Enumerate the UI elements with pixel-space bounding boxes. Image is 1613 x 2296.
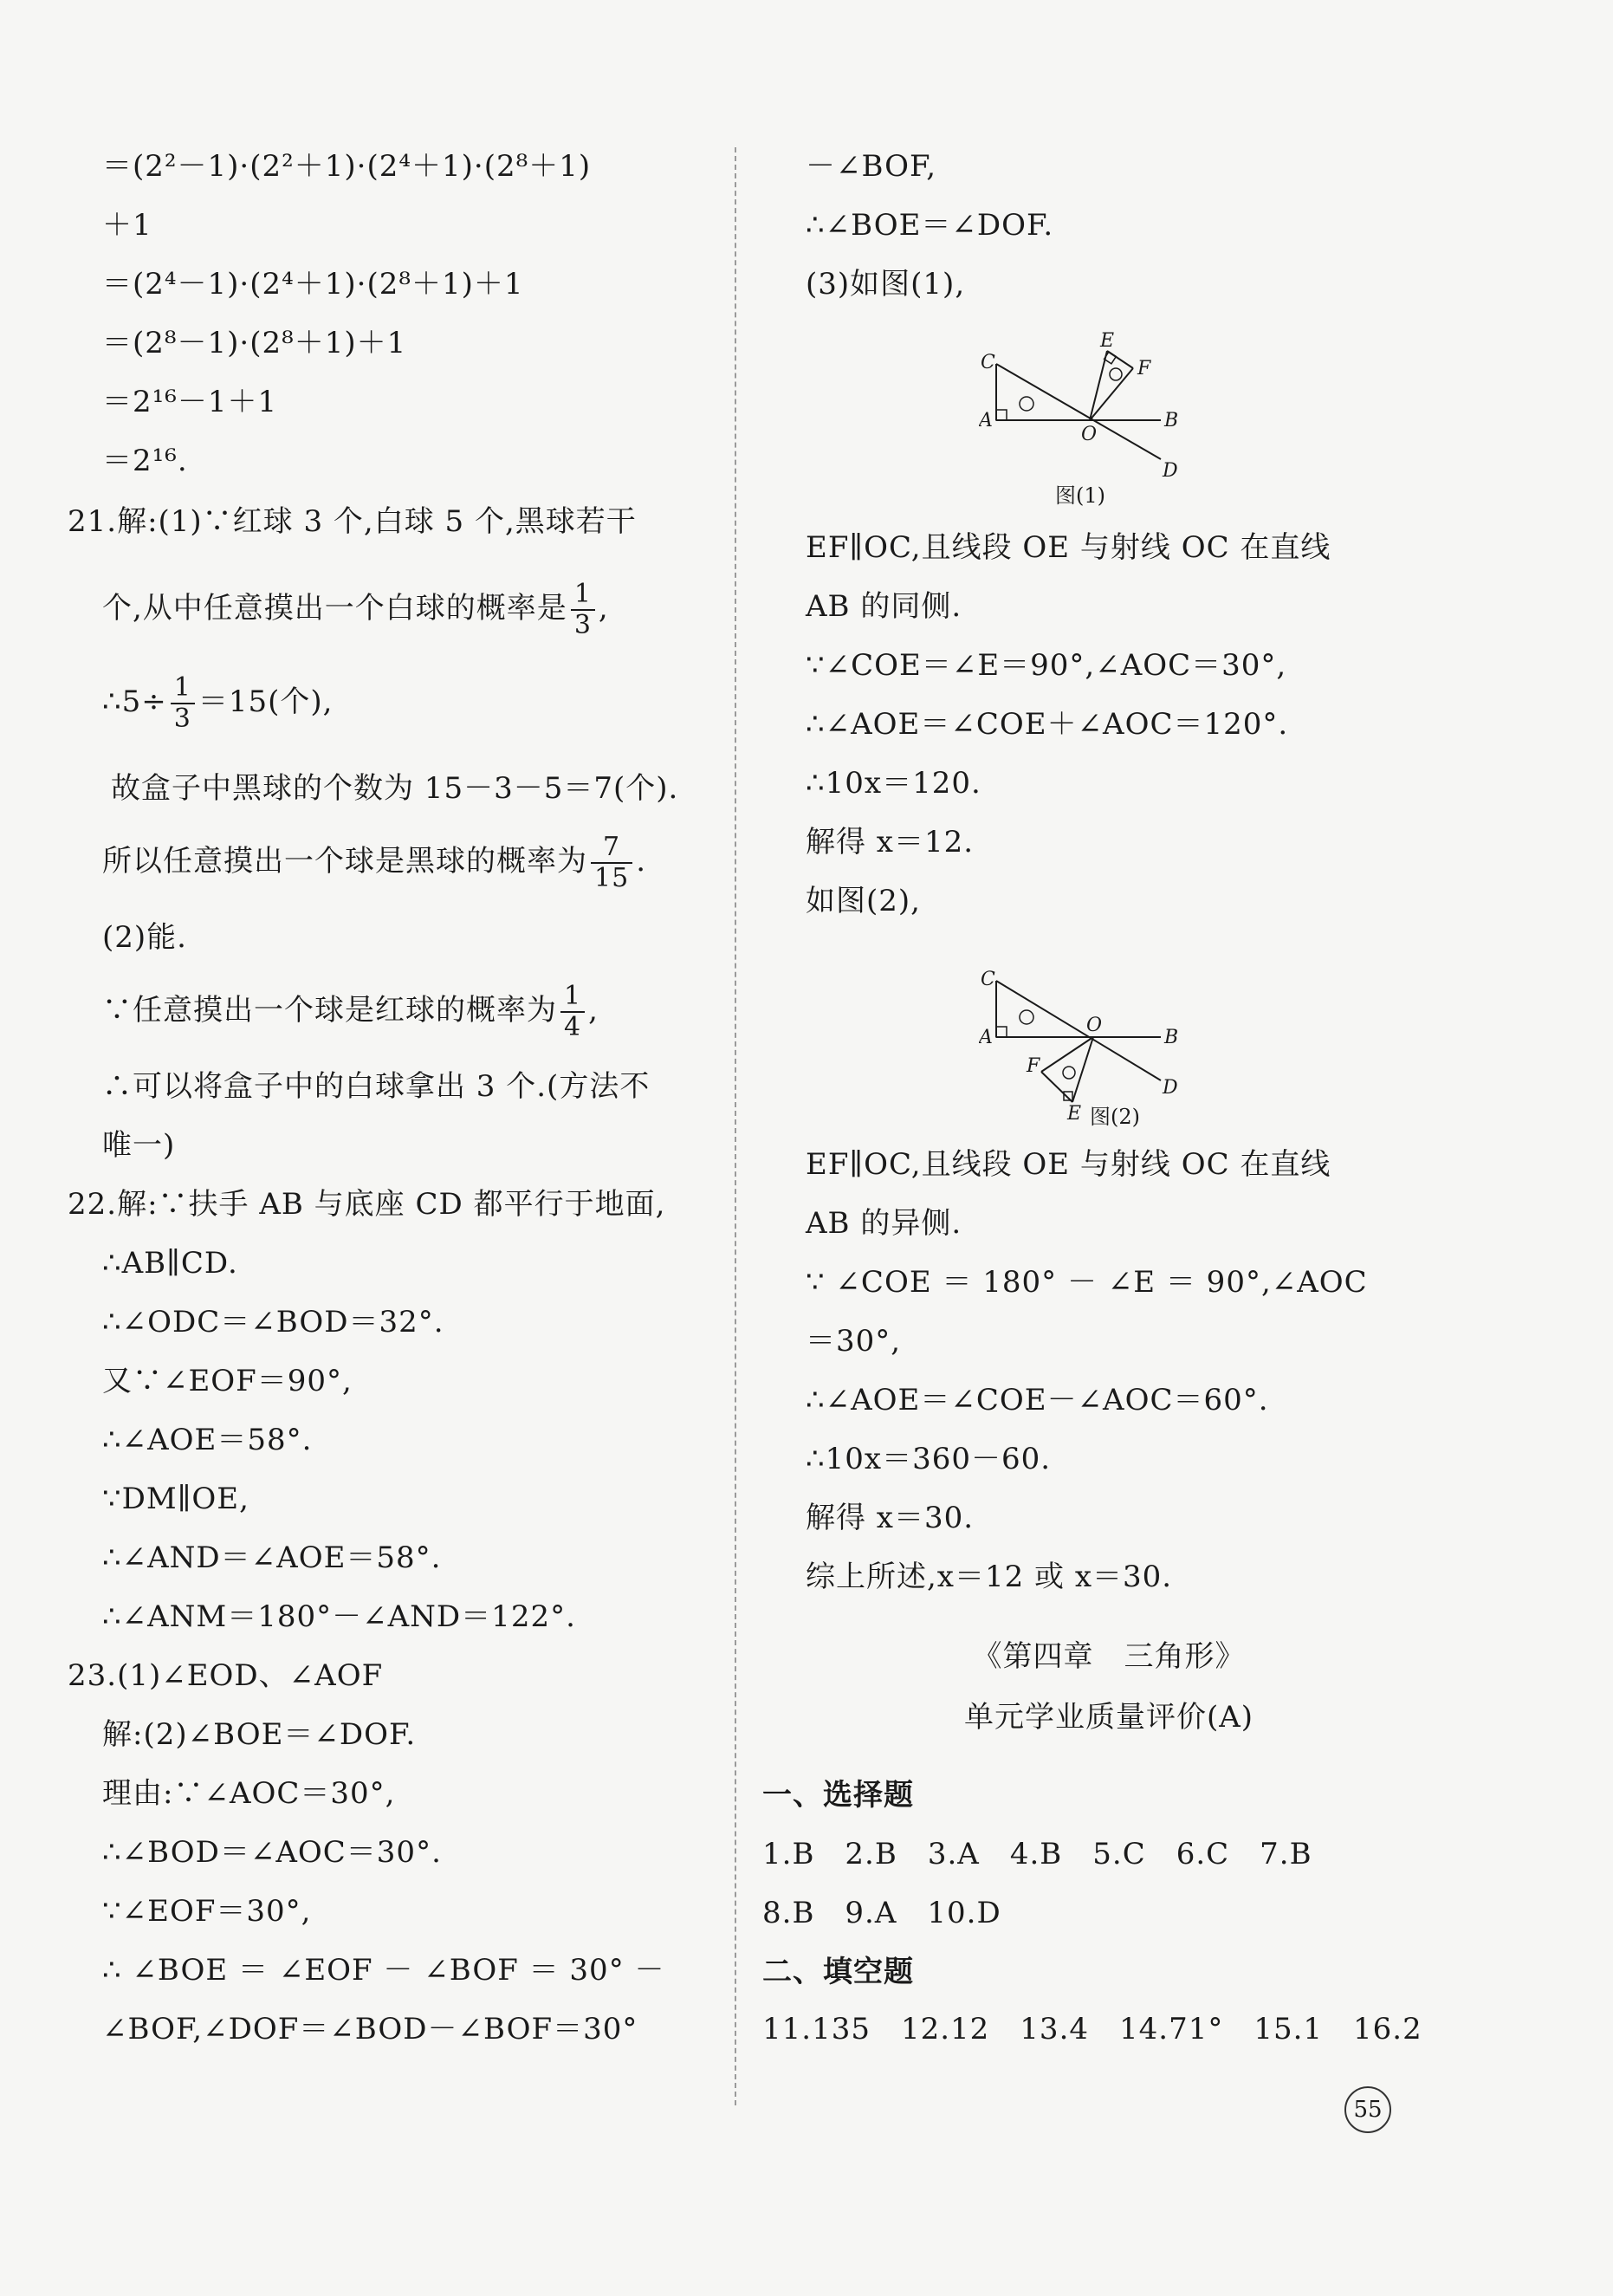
line-ef — [1041, 1072, 1072, 1102]
label-o: O — [1086, 1015, 1103, 1036]
question-22: 22.解:∵扶手 AB 与底座 CD 都平行于地面, — [68, 1187, 666, 1222]
label-f: F — [1027, 1055, 1040, 1077]
text-line: 理由:∵∠AOC＝30°, — [102, 1776, 396, 1811]
text-line: ∴10x＝120. — [806, 766, 981, 801]
text-line: ∵ ∠COE ＝ 180° － ∠E ＝ 90°,∠AOC — [806, 1265, 1368, 1300]
text-line: ＋1 — [102, 208, 152, 243]
text-line: ∴AB∥CD. — [102, 1246, 238, 1281]
text-line: ∴∠AND＝∠AOE＝58°. — [102, 1540, 442, 1575]
text-line-with-fraction — [102, 574, 609, 643]
text-line: ＝30°, — [806, 1324, 902, 1359]
text-line: ∴∠ODC＝∠BOD＝32°. — [102, 1305, 444, 1339]
text-span: , — [588, 993, 599, 1028]
text-line: ∴可以将盒子中的白球拿出 3 个.(方法不 — [102, 1069, 651, 1104]
text-span: , — [598, 591, 609, 626]
fraction-numerator: 1 — [171, 673, 195, 704]
text-line: 又∵∠EOF＝90°, — [102, 1364, 353, 1398]
fraction — [591, 833, 632, 893]
answer-line: 11.135 12.12 13.4 14.71° 15.1 16.2 — [762, 2012, 1422, 2046]
text-line: ∠BOF,∠DOF＝∠BOD－∠BOF＝30° — [102, 2012, 638, 2046]
question-23: 23.(1)∠EOD、∠AOF — [68, 1658, 384, 1693]
line-oe — [1072, 1037, 1093, 1102]
page-number: 55 — [1344, 2086, 1391, 2133]
text-span: ∵任意摸出一个球是红球的概率为 — [102, 993, 557, 1028]
section-heading: 二、填空题 — [762, 1955, 914, 1989]
label-c: C — [981, 969, 995, 990]
text-line: ∵DM∥OE, — [102, 1482, 249, 1516]
question-21: 21.解:(1)∵红球 3 个,白球 5 个,黑球若干 — [68, 504, 637, 539]
text-line: (2)能. — [102, 920, 187, 955]
label-a: A — [979, 1027, 993, 1048]
line-cd — [996, 364, 1161, 459]
text-line: ＝(2⁴－1)·(2⁴＋1)·(2⁸＋1)＋1 — [102, 267, 524, 302]
text-line: EF∥OC,且线段 OE 与射线 OC 在直线 — [806, 1147, 1331, 1182]
unit-title: 单元学业质量评价(A) — [963, 1700, 1254, 1735]
text-line: AB 的同侧. — [806, 589, 962, 624]
right-angle-mark — [996, 1027, 1007, 1037]
text-span: . — [636, 844, 646, 879]
text-line: ∴ ∠BOE ＝ ∠EOF － ∠BOF ＝ 30° － — [102, 1953, 665, 1988]
label-c: C — [981, 352, 995, 373]
text-line: ＝(2²－1)·(2²＋1)·(2⁴＋1)·(2⁸＋1) — [102, 149, 592, 184]
figure-1-diagram — [979, 321, 1204, 511]
answer-line: 1.B 2.B 3.A 4.B 5.C 6.C 7.B — [762, 1837, 1312, 1871]
text-line-with-fraction — [102, 976, 599, 1045]
text-line: ∵∠COE＝∠E＝90°,∠AOC＝30°, — [806, 648, 1287, 683]
label-d: D — [1163, 460, 1178, 482]
right-angle-mark — [996, 410, 1007, 420]
fraction — [171, 673, 195, 734]
text-line: ∴∠AOE＝∠COE＋∠AOC＝120°. — [806, 707, 1289, 742]
label-f: F — [1137, 358, 1151, 379]
text-line-with-fraction — [102, 667, 333, 736]
text-line: 故盒子中黑球的个数为 15－3－5＝7(个). — [111, 771, 679, 806]
text-line: 解得 x＝30. — [806, 1501, 975, 1535]
text-line: ∴∠BOD＝∠AOC＝30°. — [102, 1835, 442, 1870]
text-line: EF∥OC,且线段 OE 与射线 OC 在直线 — [806, 530, 1331, 565]
triangle-hole — [1020, 397, 1033, 411]
text-span: ∴5÷ — [102, 684, 167, 719]
triangle-hole — [1020, 1010, 1033, 1024]
text-line: (3)如图(1), — [806, 267, 966, 302]
text-line: ∴∠BOE＝∠DOF. — [806, 208, 1054, 243]
figure-2-diagram — [979, 937, 1204, 1128]
text-line-with-fraction — [102, 827, 646, 896]
label-d: D — [1163, 1077, 1178, 1099]
text-line: 解:(2)∠BOE＝∠DOF. — [102, 1717, 417, 1752]
chapter-title: 《第四章 三角形》 — [972, 1639, 1246, 1674]
text-span: ＝15(个), — [198, 684, 334, 719]
fraction-denominator: 3 — [573, 610, 592, 640]
fraction — [571, 580, 595, 640]
fraction — [560, 982, 585, 1042]
fraction-denominator: 4 — [564, 1012, 582, 1042]
fraction-numerator: 7 — [591, 833, 632, 864]
figure-1-caption: 图(1) — [1055, 483, 1105, 508]
text-line: ＝2¹⁶. — [102, 444, 188, 478]
column-divider — [735, 147, 736, 2105]
text-line: ∴∠AOE＝58°. — [102, 1423, 313, 1457]
text-line: AB 的异侧. — [806, 1206, 962, 1241]
text-line: 如图(2), — [806, 884, 921, 918]
fraction-denominator: 3 — [173, 704, 191, 734]
fraction-denominator: 15 — [594, 863, 630, 893]
text-line: 解得 x＝12. — [806, 825, 975, 859]
label-e: E — [1100, 330, 1115, 352]
fraction-numerator: 1 — [571, 580, 595, 611]
text-line: ∵∠EOF＝30°, — [102, 1894, 312, 1929]
label-e: E — [1067, 1103, 1082, 1125]
triangle-hole — [1063, 1067, 1075, 1079]
label-b: B — [1164, 410, 1179, 431]
text-line: ∴∠AOE＝∠COE－∠AOC＝60°. — [806, 1383, 1269, 1417]
text-line: －∠BOF, — [806, 149, 937, 184]
label-b: B — [1164, 1027, 1179, 1048]
label-o: O — [1081, 424, 1098, 445]
triangle-hole — [1110, 368, 1122, 380]
answer-line: 8.B 9.A 10.D — [762, 1896, 1001, 1930]
text-span: 个,从中任意摸出一个白球的概率是 — [102, 591, 567, 626]
line-cd — [996, 981, 1161, 1080]
text-line: ＝2¹⁶－1＋1 — [102, 385, 278, 419]
section-heading: 一、选择题 — [762, 1778, 914, 1813]
text-line: 唯一) — [102, 1128, 176, 1163]
text-span: 所以任意摸出一个球是黑球的概率为 — [102, 844, 587, 879]
label-a: A — [979, 410, 993, 431]
figure-2-caption: 图(2) — [1090, 1105, 1140, 1128]
fraction-numerator: 1 — [560, 982, 585, 1013]
text-line: ∴10x＝360－60. — [806, 1442, 1052, 1476]
text-line: ＝(2⁸－1)·(2⁸＋1)＋1 — [102, 326, 407, 360]
text-line: 综上所述,x＝12 或 x＝30. — [806, 1560, 1173, 1594]
text-line: ∴∠ANM＝180°－∠AND＝122°. — [102, 1599, 576, 1634]
